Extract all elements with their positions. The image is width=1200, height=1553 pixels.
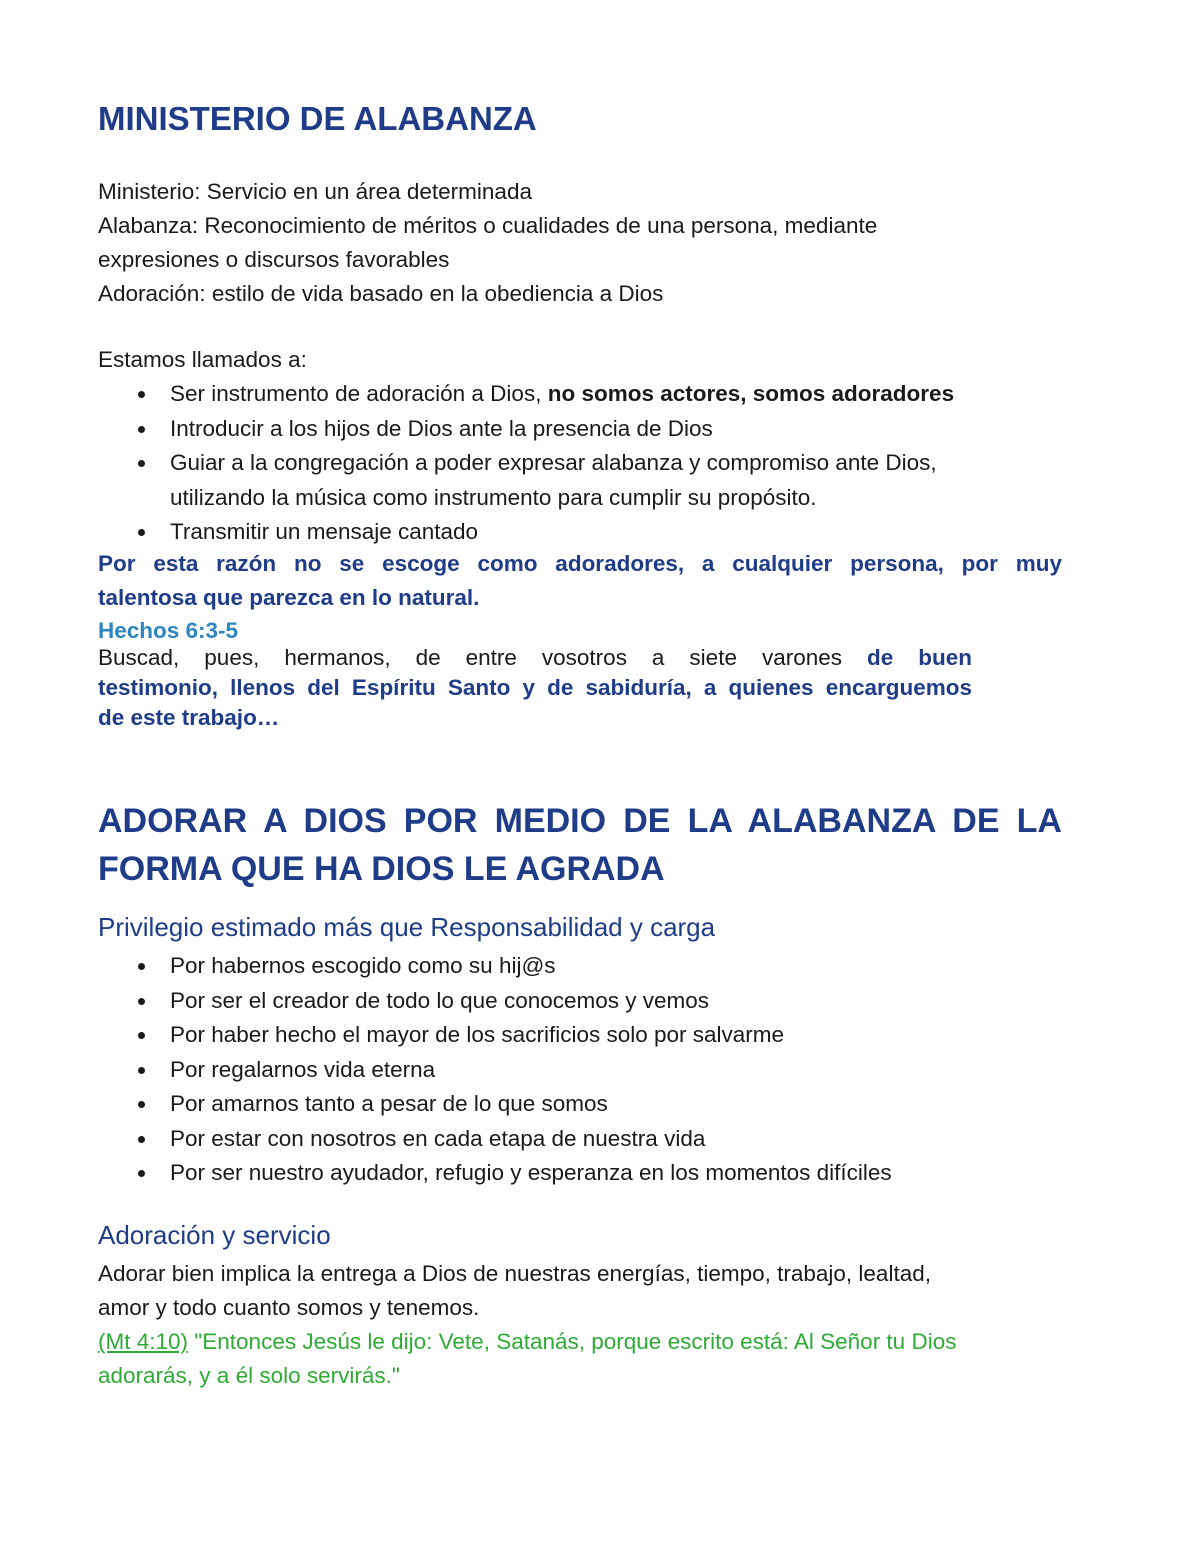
definition-adoracion: Adoración: estilo de vida basado en la obediencia a Dios — [98, 281, 664, 306]
list-item: Por habernos escogido como su hij@s — [98, 949, 892, 984]
section-heading: ADORAR A DIOS POR MEDIO DE LA ALABANZA DE LA FORMA QUE HA DIOS LE AGRADA — [98, 802, 1062, 888]
reason-paragraph: Por esta razón no se escoge como adoradores, a cualquier persona, por muy talentosa que parezca en lo natural. — [98, 551, 1062, 610]
list-item: Por ser el creador de todo lo que conocemos y vemos — [98, 984, 892, 1019]
quote-paragraph: (Mt 4:10) "Entonces Jesús le dijo: Vete, Satanás, porque escrito está: Al Señor tu Dios adorarás, y a él solo servirás." — [98, 1329, 957, 1388]
list-item: Guiar a la congregación a poder expresar alabanza y compromiso ante Dios, utilizando la música como instrumento para cumplir su propósito. — [98, 446, 954, 515]
service-paragraph: Adorar bien implica la entrega a Dios de nuestras energías, tiempo, trabajo, lealtad, amor y todo cuanto somos y tenemos. — [98, 1261, 931, 1320]
verse-text: Buscad, pues, hermanos, de entre vosotros a siete varones de buen testimonio, llenos del Espíritu Santo y de sabiduría, a quienes encarguemos de este trabajo… — [98, 645, 972, 730]
list-item: Introducir a los hijos de Dios ante la presencia de Dios — [98, 412, 954, 447]
list-item: Por ser nuestro ayudador, refugio y esperanza en los momentos difíciles — [98, 1156, 892, 1191]
list-item: Por amarnos tanto a pesar de lo que somos — [98, 1087, 892, 1122]
list-item: Transmitir un mensaje cantado — [98, 515, 954, 550]
service-heading: Adoración y servicio — [98, 1220, 331, 1250]
definitions — [98, 175, 877, 311]
definition-alabanza: Alabanza: Reconocimiento de méritos o cualidades de una persona, mediante — [98, 213, 878, 238]
list-item: Por regalarnos vida eterna — [98, 1053, 892, 1088]
privilege-list — [98, 949, 892, 1191]
privilege-heading: Privilegio estimado más que Responsabilidad y carga — [98, 912, 716, 942]
called-intro: Estamos llamados a: — [98, 347, 307, 372]
quote-reference-link[interactable]: (Mt 4:10) — [98, 1329, 189, 1354]
verse-reference: Hechos 6:3-5 — [98, 618, 239, 643]
definition-alabanza-cont: expresiones o discursos favorables — [98, 247, 450, 272]
called-list — [98, 377, 954, 550]
definition-ministerio: Ministerio: Servicio en un área determinada — [98, 179, 532, 204]
list-item: Por haber hecho el mayor de los sacrificios solo por salvarme — [98, 1018, 892, 1053]
list-item: Por estar con nosotros en cada etapa de nuestra vida — [98, 1122, 892, 1157]
list-item: Ser instrumento de adoración a Dios, no somos actores, somos adoradores — [98, 377, 954, 412]
page-title: MINISTERIO DE ALABANZA — [98, 100, 537, 137]
